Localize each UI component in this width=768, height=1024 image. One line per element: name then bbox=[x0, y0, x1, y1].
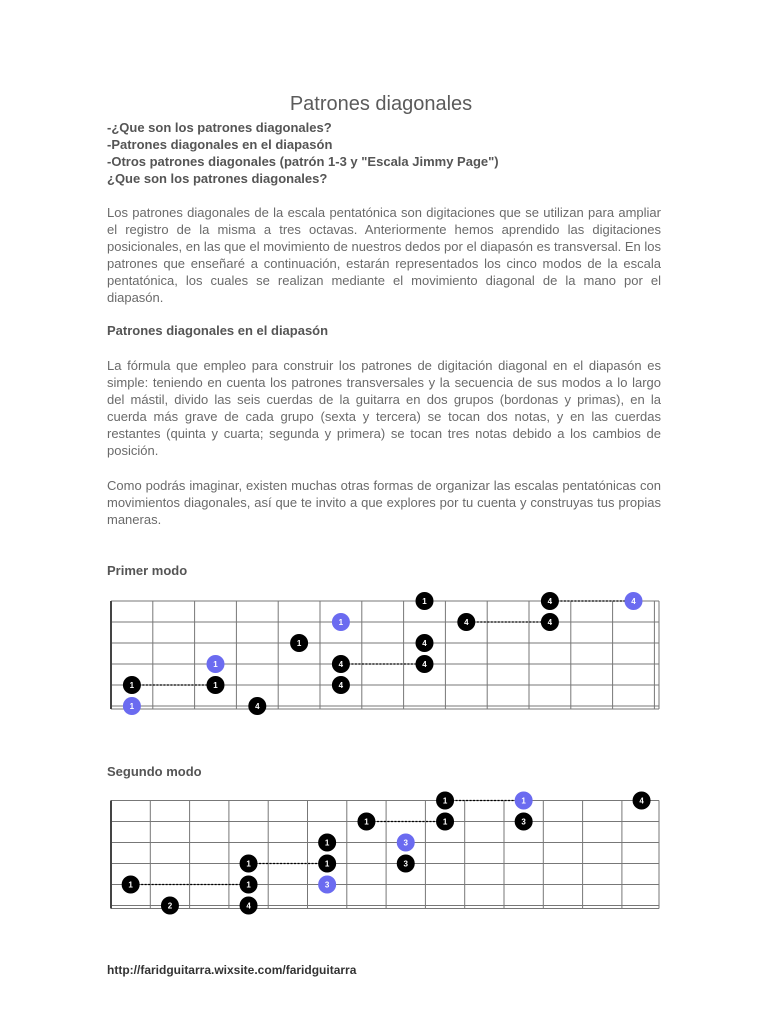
finger-number: 1 bbox=[296, 639, 302, 648]
note-marker bbox=[332, 655, 350, 673]
note-marker bbox=[397, 855, 415, 873]
diagram-title: Segundo modo bbox=[107, 764, 202, 779]
root-note-marker bbox=[397, 834, 415, 852]
finger-number: 1 bbox=[324, 838, 330, 848]
finger-number: 1 bbox=[246, 880, 251, 890]
note-marker bbox=[240, 876, 258, 894]
finger-number: 2 bbox=[167, 901, 173, 911]
finger-number: 4 bbox=[255, 702, 260, 711]
root-note-marker bbox=[318, 876, 336, 894]
body-paragraph: La fórmula que empleo para construir los patrones de digitación diagonal en el diapasón es simple: teniendo en cuenta los patrones transversales y la secuencia de sus modos a lo largo del mástil, divido las seis cuerdas de la guitarra en dos grupos (bordonas y primas), en la cuerda más grave de cada grupo (sexta y tercera) se tocan dos notas, y en las cuerdas restantes (quinta y cuarta; segunda y primera) se tocan tres notas debido a los cambios de posición. bbox=[107, 358, 661, 458]
note-marker bbox=[240, 855, 258, 873]
note-marker bbox=[161, 897, 179, 915]
note-marker bbox=[416, 655, 434, 673]
finger-number: 4 bbox=[547, 618, 553, 627]
finger-number: 4 bbox=[464, 618, 469, 627]
body-paragraph: Como podrás imaginar, existen muchas otras formas de organizar las escalas pentatónicas con movimientos diagonales, así que te invito a que explores por tu cuenta y construyas tus propias maneras. bbox=[107, 478, 661, 527]
finger-number: 4 bbox=[547, 597, 553, 606]
finger-number: 1 bbox=[324, 859, 330, 869]
finger-number: 3 bbox=[403, 838, 408, 848]
note-marker bbox=[633, 792, 651, 810]
toc-item: -¿Que son los patrones diagonales? bbox=[107, 120, 332, 135]
note-marker bbox=[332, 676, 350, 694]
note-marker bbox=[416, 634, 434, 652]
finger-number: 1 bbox=[364, 817, 369, 827]
root-note-marker bbox=[515, 792, 533, 810]
note-marker bbox=[318, 855, 336, 873]
toc-item: ¿Que son los patrones diagonales? bbox=[107, 171, 328, 186]
finger-number: 1 bbox=[338, 618, 344, 627]
section-heading: Patrones diagonales en el diapasón bbox=[107, 323, 329, 338]
note-marker bbox=[248, 697, 266, 715]
fretboard-diagram-primer-modo bbox=[0, 588, 768, 723]
finger-number: 4 bbox=[246, 901, 251, 911]
finger-number: 4 bbox=[639, 796, 644, 806]
toc-item: -Otros patrones diagonales (patrón 1-3 y "Escala Jimmy Page") bbox=[107, 154, 499, 169]
note-marker bbox=[541, 613, 559, 631]
note-marker bbox=[318, 834, 336, 852]
finger-number: 3 bbox=[403, 859, 408, 869]
footer-link[interactable]: http://faridguitarra.wixsite.com/faridguitarra bbox=[107, 963, 357, 977]
finger-number: 4 bbox=[338, 681, 344, 690]
note-marker bbox=[436, 792, 454, 810]
root-note-marker bbox=[207, 655, 225, 673]
finger-number: 1 bbox=[246, 859, 251, 869]
note-marker bbox=[290, 634, 308, 652]
note-marker bbox=[207, 676, 225, 694]
finger-number: 1 bbox=[129, 681, 135, 690]
finger-number: 1 bbox=[422, 597, 427, 606]
finger-number: 1 bbox=[213, 681, 218, 690]
root-note-marker bbox=[123, 697, 141, 715]
finger-number: 1 bbox=[442, 817, 448, 827]
note-marker bbox=[416, 592, 434, 610]
note-marker bbox=[357, 813, 375, 831]
note-marker bbox=[123, 676, 141, 694]
diagram-title: Primer modo bbox=[107, 563, 188, 578]
finger-number: 4 bbox=[631, 597, 636, 606]
root-note-marker bbox=[332, 613, 350, 631]
finger-number: 4 bbox=[422, 639, 427, 648]
note-marker bbox=[240, 897, 258, 915]
finger-number: 1 bbox=[213, 660, 218, 669]
finger-number: 4 bbox=[422, 660, 427, 669]
finger-number: 4 bbox=[338, 660, 344, 669]
note-marker bbox=[541, 592, 559, 610]
table-of-contents bbox=[107, 119, 499, 187]
root-note-marker bbox=[625, 592, 643, 610]
note-marker bbox=[122, 876, 140, 894]
fretboard-diagram-segundo-modo bbox=[0, 788, 768, 923]
finger-number: 3 bbox=[324, 880, 330, 890]
note-marker bbox=[436, 813, 454, 831]
finger-number: 3 bbox=[521, 817, 526, 827]
note-marker bbox=[457, 613, 475, 631]
finger-number: 1 bbox=[521, 796, 526, 806]
note-marker bbox=[515, 813, 533, 831]
finger-number: 1 bbox=[128, 880, 133, 890]
toc-item: -Patrones diagonales en el diapasón bbox=[107, 137, 333, 152]
intro-paragraph: Los patrones diagonales de la escala pentatónica son digitaciones que se utilizan para ampliar el registro de la misma a tres octavas. Anteriormente hemos aprendido las digitaciones posicionales, en las que el movimiento de nuestros dedos por el diapasón es transversal. En los patrones que enseñaré a continuación, estarán representados los cinco modos de la escala pentatónica, los cuales se realizan mediante el movimiento diagonal de la mano por el diapasón. bbox=[107, 205, 661, 305]
finger-number: 1 bbox=[442, 796, 448, 806]
finger-number: 1 bbox=[129, 702, 135, 711]
page-title: Patrones diagonales bbox=[289, 93, 473, 115]
